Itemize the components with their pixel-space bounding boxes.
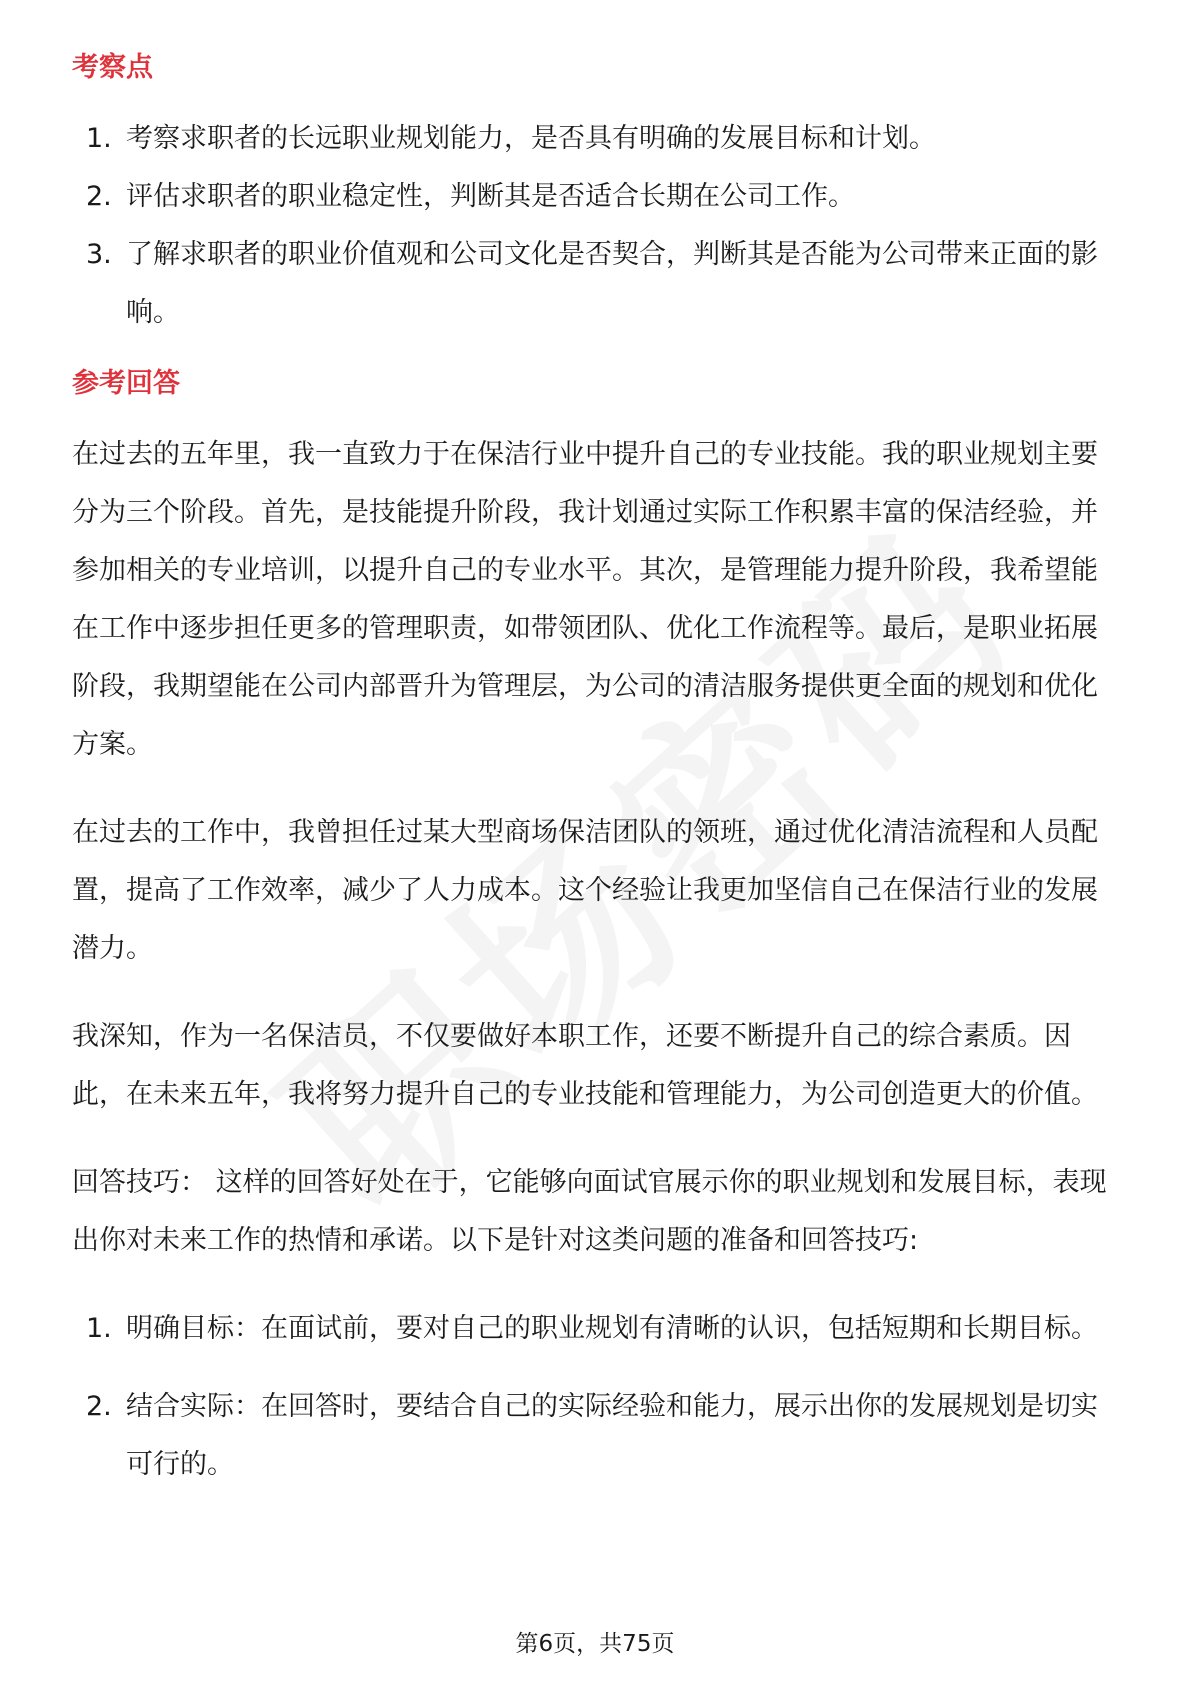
section-title-reference-answer: 参考回答 bbox=[72, 368, 180, 399]
list-item bbox=[72, 1378, 1118, 1494]
list-item bbox=[72, 226, 1118, 342]
section-title-key-points: 考察点 bbox=[72, 52, 153, 83]
list-item bbox=[72, 110, 1118, 168]
list-item-text: 结合实际：在回答时，要结合自己的实际经验和能力，展示出你的发展规划是切实可行的。 bbox=[126, 1391, 1098, 1480]
list-item bbox=[72, 1300, 1118, 1358]
answer-paragraph: 在过去的五年里，我一直致力于在保洁行业中提升自己的专业技能。我的职业规划主要分为三个阶段。首先，是技能提升阶段，我计划通过实际工作积累丰富的保洁经验，并参加相关的专业培训，以提升自己的专业水平。其次，是管理能力提升阶段，我希望能在工作中逐步担任更多的管理职责，如带领团队、优化工作流程等。最后，是职业拓展阶段，我期望能在公司内部晋升为管理层，为公司的清洁服务提供更全面的规划和优化方案。 bbox=[72, 439, 1098, 760]
tips-list bbox=[72, 1300, 1118, 1494]
list-item-number: 2. bbox=[86, 1391, 112, 1422]
key-points-list bbox=[72, 110, 1118, 342]
answer-paragraph: 我深知，作为一名保洁员，不仅要做好本职工作，还要不断提升自己的综合素质。因此，在未来五年，我将努力提升自己的专业技能和管理能力，为公司创造更大的价值。 bbox=[72, 1021, 1098, 1110]
answer-tips-intro: 回答技巧： 这样的回答好处在于，它能够向面试官展示你的职业规划和发展目标，表现出你对未来工作的热情和承诺。以下是针对这类问题的准备和回答技巧: bbox=[72, 1167, 1107, 1256]
list-item bbox=[72, 168, 1118, 226]
answer-paragraph: 在过去的工作中，我曾担任过某大型商场保洁团队的领班，通过优化清洁流程和人员配置，提高了工作效率，减少了人力成本。这个经验让我更加坚信自己在保洁行业的发展潜力。 bbox=[72, 817, 1098, 964]
page-number: 第6页，共75页 bbox=[515, 1631, 675, 1657]
list-item-text: 考察求职者的长远职业规划能力，是否具有明确的发展目标和计划。 bbox=[126, 123, 936, 154]
list-item-number: 2. bbox=[86, 181, 112, 212]
list-item-text: 评估求职者的职业稳定性，判断其是否适合长期在公司工作。 bbox=[126, 181, 855, 212]
list-item-number: 1. bbox=[86, 123, 112, 154]
page-content bbox=[72, 48, 1118, 1514]
list-item-number: 3. bbox=[86, 239, 112, 270]
list-item-text: 明确目标：在面试前，要对自己的职业规划有清晰的认识，包括短期和长期目标。 bbox=[126, 1313, 1098, 1344]
list-item-number: 1. bbox=[86, 1313, 112, 1344]
list-item-text: 了解求职者的职业价值观和公司文化是否契合，判断其是否能为公司带来正面的影响。 bbox=[126, 239, 1098, 328]
